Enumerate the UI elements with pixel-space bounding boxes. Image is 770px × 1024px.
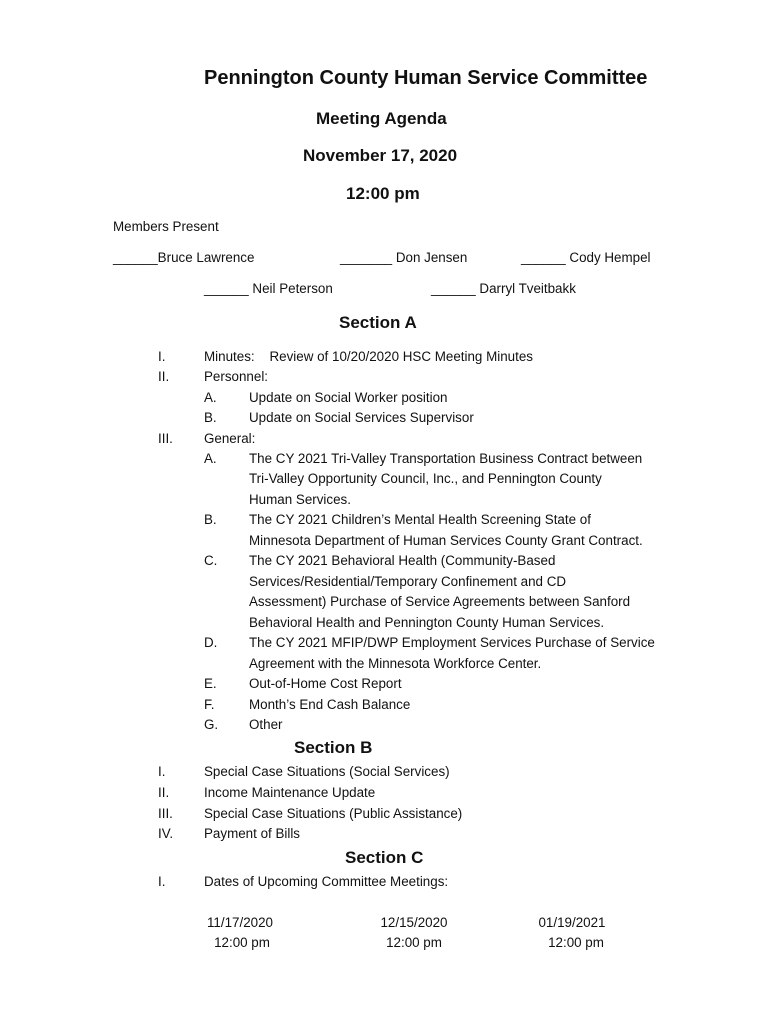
agenda-item-text: Special Case Situations (Public Assistance) xyxy=(204,806,463,821)
agenda-item-number: II. xyxy=(158,785,170,800)
agenda-item-number: IV. xyxy=(158,826,174,841)
agenda-subitem-text: Out-of-Home Cost Report xyxy=(249,676,402,691)
agenda-subitem-text: Human Services. xyxy=(249,492,351,507)
agenda-subitem-text: Assessment) Purchase of Service Agreements between Sanford xyxy=(249,594,631,609)
agenda-subitem-letter: A. xyxy=(204,390,217,405)
agenda-subitem-text: Tri-Valley Opportunity Council, Inc., and Pennington County xyxy=(249,471,602,486)
meeting-time: 12:00 pm xyxy=(346,184,420,203)
agenda-item-number: I. xyxy=(158,874,166,889)
member-entry: ______ Neil Peterson xyxy=(204,281,333,296)
document-subtitle: Meeting Agenda xyxy=(316,109,447,128)
agenda-subitem-text: Agreement with the Minnesota Workforce Center. xyxy=(249,656,542,671)
agenda-subitem-text: The CY 2021 MFIP/DWP Employment Services Purchase of Service xyxy=(249,635,655,650)
agenda-subitem-text: Other xyxy=(249,717,283,732)
agenda-item-number: I. xyxy=(158,764,166,779)
upcoming-meeting-date: 11/17/2020 xyxy=(206,915,274,930)
agenda-subitem-text: The CY 2021 Behavioral Health (Community-Based xyxy=(249,553,556,568)
agenda-subitem-letter: D. xyxy=(204,635,218,650)
agenda-subitem-letter: E. xyxy=(204,676,217,691)
agenda-subitem-text: Minnesota Department of Human Services County Grant Contract. xyxy=(249,533,643,548)
member-entry: ______ Darryl Tveitbakk xyxy=(431,281,576,296)
member-entry: ______Bruce Lawrence xyxy=(113,250,255,265)
agenda-item-text: Special Case Situations (Social Services) xyxy=(204,764,450,779)
section-a-title: Section A xyxy=(339,313,417,332)
upcoming-meeting-time: 12:00 pm xyxy=(548,935,604,950)
member-entry: ______ Cody Hempel xyxy=(521,250,651,265)
agenda-subitem-text: Behavioral Health and Pennington County Human Services. xyxy=(249,615,605,630)
agenda-subitem-letter: G. xyxy=(204,717,219,732)
meeting-date: November 17, 2020 xyxy=(303,146,458,165)
document-title: Pennington County Human Service Committee xyxy=(204,67,648,89)
upcoming-meeting-time: 12:00 pm xyxy=(214,935,270,950)
agenda-subitem-letter: C. xyxy=(204,553,218,568)
agenda-item-number: III. xyxy=(158,806,173,821)
agenda-subitem-text: The CY 2021 Children’s Mental Health Screening State of xyxy=(249,512,591,527)
members-label: Members Present xyxy=(113,219,219,234)
agenda-item-number: I. xyxy=(158,349,166,364)
agenda-subitem-letter: B. xyxy=(204,512,217,527)
agenda-subitem-text: Update on Social Services Supervisor xyxy=(249,410,474,425)
member-entry: _______ Don Jensen xyxy=(340,250,468,265)
agenda-item-text: Personnel: xyxy=(204,369,269,384)
agenda-item-number: II. xyxy=(158,369,170,384)
agenda-subitem-letter: A. xyxy=(204,451,217,466)
section-b-title: Section B xyxy=(294,738,373,757)
agenda-subitem-text: Month’s End Cash Balance xyxy=(249,697,411,712)
agenda-item-text: Dates of Upcoming Committee Meetings: xyxy=(204,874,449,889)
agenda-item-number: III. xyxy=(158,431,173,446)
section-c-title: Section C xyxy=(345,848,424,867)
upcoming-meeting-time: 12:00 pm xyxy=(386,935,442,950)
agenda-subitem-letter: F. xyxy=(204,697,215,712)
agenda-item-text: Minutes: Review of 10/20/2020 HSC Meeting Minutes xyxy=(204,349,533,364)
agenda-subitem-text: The CY 2021 Tri-Valley Transportation Business Contract between xyxy=(249,451,643,466)
upcoming-meeting-date: 01/19/2021 xyxy=(538,915,606,930)
agenda-item-text: Income Maintenance Update xyxy=(204,785,376,800)
agenda-subitem-letter: B. xyxy=(204,410,217,425)
agenda-item-text: Payment of Bills xyxy=(204,826,301,841)
agenda-subitem-text: Update on Social Worker position xyxy=(249,390,448,405)
agenda-item-text: General: xyxy=(204,431,256,446)
upcoming-meeting-date: 12/15/2020 xyxy=(380,915,448,930)
agenda-subitem-text: Services/Residential/Temporary Confinement and CD xyxy=(249,574,567,589)
